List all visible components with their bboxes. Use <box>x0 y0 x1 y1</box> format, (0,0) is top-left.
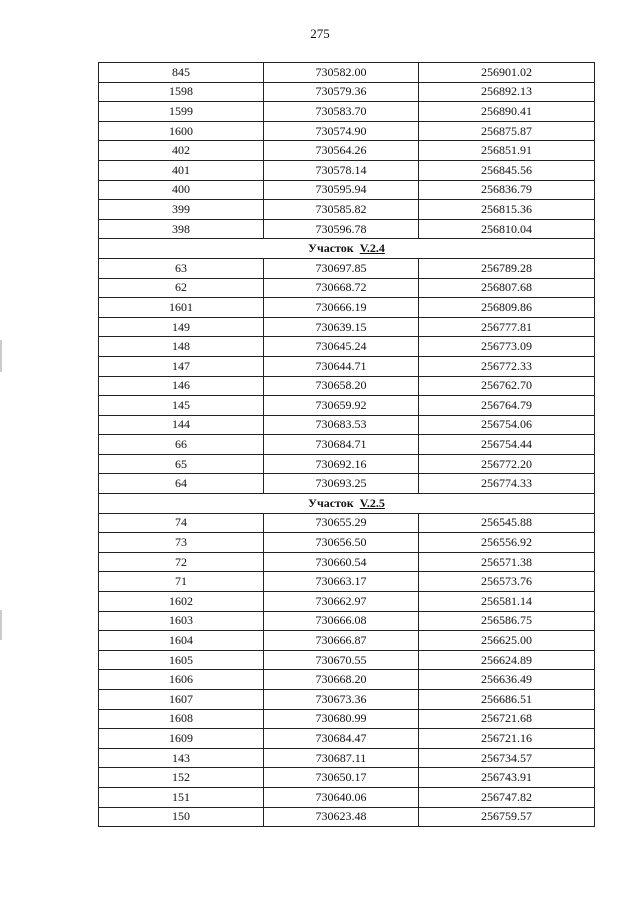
table-row <box>99 650 595 670</box>
table-row <box>99 552 595 572</box>
point-number-cell: 73 <box>99 533 264 553</box>
y-coordinate-cell: 256892.13 <box>419 82 595 102</box>
y-coordinate-cell: 256581.14 <box>419 592 595 612</box>
table-row <box>99 572 595 592</box>
point-number-cell: 1602 <box>99 592 264 612</box>
point-number-cell: 1598 <box>99 82 264 102</box>
table-row <box>99 200 595 220</box>
y-coordinate-cell: 256773.09 <box>419 337 595 357</box>
x-coordinate-cell: 730666.87 <box>264 631 419 651</box>
x-coordinate-cell: 730574.90 <box>264 121 419 141</box>
section-title-word: Участок <box>308 495 354 510</box>
table-row <box>99 592 595 612</box>
point-number-cell: 147 <box>99 356 264 376</box>
point-number-cell: 398 <box>99 219 264 239</box>
point-number-cell: 64 <box>99 474 264 494</box>
table-row <box>99 63 595 83</box>
x-coordinate-cell: 730663.17 <box>264 572 419 592</box>
section-header-row <box>99 494 595 514</box>
y-coordinate-cell: 256754.06 <box>419 415 595 435</box>
point-number-cell: 402 <box>99 141 264 161</box>
y-coordinate-cell: 256734.57 <box>419 748 595 768</box>
point-number-cell: 1608 <box>99 709 264 729</box>
x-coordinate-cell: 730684.71 <box>264 435 419 455</box>
table-row <box>99 670 595 690</box>
point-number-cell: 1599 <box>99 102 264 122</box>
y-coordinate-cell: 256721.16 <box>419 729 595 749</box>
point-number-cell: 66 <box>99 435 264 455</box>
x-coordinate-cell: 730692.16 <box>264 454 419 474</box>
table-row <box>99 729 595 749</box>
x-coordinate-cell: 730585.82 <box>264 200 419 220</box>
section-title-code: V.2.5 <box>359 495 385 510</box>
x-coordinate-cell: 730596.78 <box>264 219 419 239</box>
page-number: 275 <box>310 26 330 41</box>
y-coordinate-cell: 256807.68 <box>419 278 595 298</box>
point-number-cell: 71 <box>99 572 264 592</box>
y-coordinate-cell: 256772.20 <box>419 454 595 474</box>
x-coordinate-cell: 730666.19 <box>264 298 419 318</box>
point-number-cell: 151 <box>99 787 264 807</box>
section-title-code: V.2.4 <box>359 241 385 256</box>
x-coordinate-cell: 730687.11 <box>264 748 419 768</box>
y-coordinate-cell: 256845.56 <box>419 160 595 180</box>
scan-edge-marks <box>0 0 4 905</box>
point-number-cell: 400 <box>99 180 264 200</box>
y-coordinate-cell: 256764.79 <box>419 396 595 416</box>
table-row <box>99 298 595 318</box>
table-row <box>99 376 595 396</box>
y-coordinate-cell: 256754.44 <box>419 435 595 455</box>
x-coordinate-cell: 730662.97 <box>264 592 419 612</box>
point-number-cell: 1605 <box>99 650 264 670</box>
x-coordinate-cell: 730683.53 <box>264 415 419 435</box>
table-row <box>99 474 595 494</box>
section-title <box>99 494 595 514</box>
y-coordinate-cell: 256772.33 <box>419 356 595 376</box>
table-row <box>99 356 595 376</box>
table-row <box>99 396 595 416</box>
table-row <box>99 709 595 729</box>
point-number-cell: 1606 <box>99 670 264 690</box>
point-number-cell: 401 <box>99 160 264 180</box>
y-coordinate-cell: 256774.33 <box>419 474 595 494</box>
point-number-cell: 144 <box>99 415 264 435</box>
y-coordinate-cell: 256836.79 <box>419 180 595 200</box>
x-coordinate-cell: 730693.25 <box>264 474 419 494</box>
table-row <box>99 180 595 200</box>
table-row <box>99 611 595 631</box>
x-coordinate-cell: 730644.71 <box>264 356 419 376</box>
y-coordinate-cell: 256810.04 <box>419 219 595 239</box>
y-coordinate-cell: 256875.87 <box>419 121 595 141</box>
x-coordinate-cell: 730656.50 <box>264 533 419 553</box>
x-coordinate-cell: 730684.47 <box>264 729 419 749</box>
table-row <box>99 513 595 533</box>
y-coordinate-cell: 256743.91 <box>419 768 595 788</box>
table-row <box>99 807 595 827</box>
point-number-cell: 1609 <box>99 729 264 749</box>
point-number-cell: 146 <box>99 376 264 396</box>
section-title <box>99 239 595 259</box>
y-coordinate-cell: 256747.82 <box>419 787 595 807</box>
table-row <box>99 454 595 474</box>
table-row <box>99 787 595 807</box>
table-row <box>99 258 595 278</box>
point-number-cell: 148 <box>99 337 264 357</box>
x-coordinate-cell: 730595.94 <box>264 180 419 200</box>
x-coordinate-cell: 730650.17 <box>264 768 419 788</box>
table-row <box>99 102 595 122</box>
y-coordinate-cell: 256809.86 <box>419 298 595 318</box>
y-coordinate-cell: 256721.68 <box>419 709 595 729</box>
point-number-cell: 1604 <box>99 631 264 651</box>
x-coordinate-cell: 730658.20 <box>264 376 419 396</box>
table-row <box>99 690 595 710</box>
y-coordinate-cell: 256759.57 <box>419 807 595 827</box>
x-coordinate-cell: 730640.06 <box>264 787 419 807</box>
table-row <box>99 533 595 553</box>
table-row <box>99 748 595 768</box>
y-coordinate-cell: 256815.36 <box>419 200 595 220</box>
point-number-cell: 1607 <box>99 690 264 710</box>
table-row <box>99 82 595 102</box>
x-coordinate-cell: 730583.70 <box>264 102 419 122</box>
point-number-cell: 62 <box>99 278 264 298</box>
point-number-cell: 1600 <box>99 121 264 141</box>
x-coordinate-cell: 730645.24 <box>264 337 419 357</box>
x-coordinate-cell: 730697.85 <box>264 258 419 278</box>
y-coordinate-cell: 256586.75 <box>419 611 595 631</box>
section-header-row <box>99 239 595 259</box>
table-row <box>99 631 595 651</box>
point-number-cell: 152 <box>99 768 264 788</box>
x-coordinate-cell: 730579.36 <box>264 82 419 102</box>
y-coordinate-cell: 256556.92 <box>419 533 595 553</box>
table-row <box>99 219 595 239</box>
y-coordinate-cell: 256789.28 <box>419 258 595 278</box>
x-coordinate-cell: 730623.48 <box>264 807 419 827</box>
table-row <box>99 141 595 161</box>
point-number-cell: 72 <box>99 552 264 572</box>
table-row <box>99 317 595 337</box>
x-coordinate-cell: 730660.54 <box>264 552 419 572</box>
x-coordinate-cell: 730668.72 <box>264 278 419 298</box>
table-row <box>99 121 595 141</box>
section-title-word: Участок <box>308 241 354 256</box>
table-row <box>99 415 595 435</box>
point-number-cell: 143 <box>99 748 264 768</box>
point-number-cell: 63 <box>99 258 264 278</box>
x-coordinate-cell: 730659.92 <box>264 396 419 416</box>
y-coordinate-cell: 256686.51 <box>419 690 595 710</box>
point-number-cell: 1601 <box>99 298 264 318</box>
x-coordinate-cell: 730680.99 <box>264 709 419 729</box>
y-coordinate-cell: 256777.81 <box>419 317 595 337</box>
y-coordinate-cell: 256762.70 <box>419 376 595 396</box>
x-coordinate-cell: 730666.08 <box>264 611 419 631</box>
x-coordinate-cell: 730673.36 <box>264 690 419 710</box>
point-number-cell: 149 <box>99 317 264 337</box>
x-coordinate-cell: 730639.15 <box>264 317 419 337</box>
table-row <box>99 160 595 180</box>
point-number-cell: 74 <box>99 513 264 533</box>
y-coordinate-cell: 256901.02 <box>419 63 595 83</box>
coordinates-table-body <box>99 63 595 827</box>
table-row <box>99 768 595 788</box>
point-number-cell: 145 <box>99 396 264 416</box>
y-coordinate-cell: 256851.91 <box>419 141 595 161</box>
y-coordinate-cell: 256571.38 <box>419 552 595 572</box>
point-number-cell: 399 <box>99 200 264 220</box>
y-coordinate-cell: 256573.76 <box>419 572 595 592</box>
x-coordinate-cell: 730670.55 <box>264 650 419 670</box>
x-coordinate-cell: 730668.20 <box>264 670 419 690</box>
table-row <box>99 337 595 357</box>
y-coordinate-cell: 256625.00 <box>419 631 595 651</box>
y-coordinate-cell: 256545.88 <box>419 513 595 533</box>
x-coordinate-cell: 730655.29 <box>264 513 419 533</box>
coordinates-table <box>98 62 595 827</box>
point-number-cell: 1603 <box>99 611 264 631</box>
x-coordinate-cell: 730578.14 <box>264 160 419 180</box>
point-number-cell: 150 <box>99 807 264 827</box>
table-row <box>99 278 595 298</box>
y-coordinate-cell: 256890.41 <box>419 102 595 122</box>
x-coordinate-cell: 730582.00 <box>264 63 419 83</box>
point-number-cell: 845 <box>99 63 264 83</box>
x-coordinate-cell: 730564.26 <box>264 141 419 161</box>
y-coordinate-cell: 256624.89 <box>419 650 595 670</box>
y-coordinate-cell: 256636.49 <box>419 670 595 690</box>
point-number-cell: 65 <box>99 454 264 474</box>
table-row <box>99 435 595 455</box>
